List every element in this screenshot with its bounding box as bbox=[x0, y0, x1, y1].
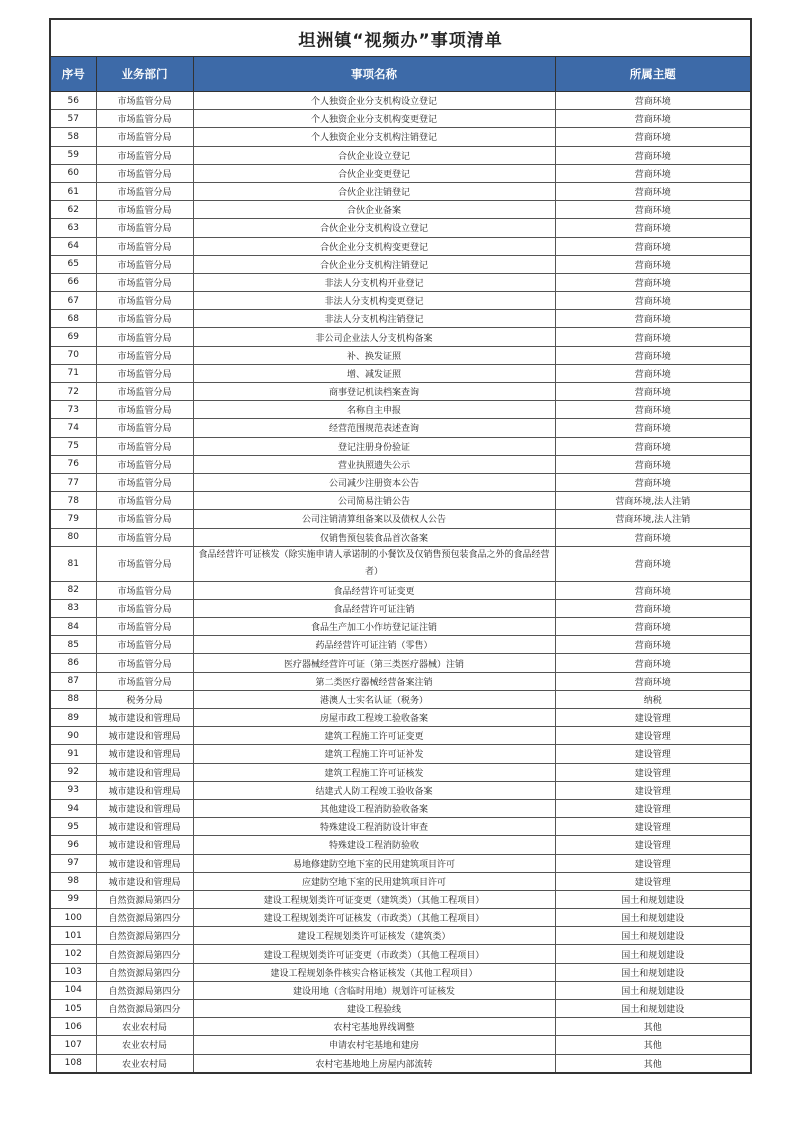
header-theme: 所属主题 bbox=[555, 57, 751, 92]
table-row bbox=[50, 92, 751, 110]
cell-department: 市场监管分局 bbox=[96, 473, 193, 491]
cell-index: 103 bbox=[50, 963, 96, 981]
cell-theme: 营商环境 bbox=[555, 128, 751, 146]
cell-theme: 营商环境 bbox=[555, 273, 751, 291]
cell-item-name: 非法人分支机构开业登记 bbox=[193, 273, 555, 291]
cell-index: 80 bbox=[50, 528, 96, 546]
cell-item-name: 申请农村宅基地和建房 bbox=[193, 1036, 555, 1054]
cell-theme: 营商环境,法人注销 bbox=[555, 492, 751, 510]
cell-index: 89 bbox=[50, 709, 96, 727]
cell-item-name: 应建防空地下室的民用建筑项目许可 bbox=[193, 872, 555, 890]
cell-index: 58 bbox=[50, 128, 96, 146]
cell-department: 市场监管分局 bbox=[96, 273, 193, 291]
table-row bbox=[50, 1054, 751, 1073]
cell-item-name: 食品经营许可证核发（除实施申请人承诺制的小餐饮及仅销售预包装食品之外的食品经营者） bbox=[193, 546, 555, 581]
cell-theme: 营商环境 bbox=[555, 92, 751, 110]
cell-item-name: 房屋市政工程竣工验收备案 bbox=[193, 709, 555, 727]
table-row bbox=[50, 599, 751, 617]
cell-theme: 建设管理 bbox=[555, 781, 751, 799]
cell-index: 82 bbox=[50, 581, 96, 599]
table-row bbox=[50, 182, 751, 200]
table-row bbox=[50, 727, 751, 745]
cell-department: 市场监管分局 bbox=[96, 346, 193, 364]
cell-item-name: 其他建设工程消防验收备案 bbox=[193, 799, 555, 817]
cell-item-name: 建筑工程施工许可证变更 bbox=[193, 727, 555, 745]
cell-department: 市场监管分局 bbox=[96, 528, 193, 546]
cell-item-name: 港澳人士实名认证（税务） bbox=[193, 690, 555, 708]
cell-theme: 营商环境 bbox=[555, 636, 751, 654]
cell-index: 104 bbox=[50, 981, 96, 999]
cell-index: 85 bbox=[50, 636, 96, 654]
cell-department: 城市建设和管理局 bbox=[96, 854, 193, 872]
cell-theme: 纳税 bbox=[555, 690, 751, 708]
table-row bbox=[50, 328, 751, 346]
cell-index: 64 bbox=[50, 237, 96, 255]
cell-department: 市场监管分局 bbox=[96, 310, 193, 328]
cell-theme: 建设管理 bbox=[555, 727, 751, 745]
cell-index: 79 bbox=[50, 510, 96, 528]
cell-index: 62 bbox=[50, 201, 96, 219]
table-row bbox=[50, 292, 751, 310]
cell-department: 自然资源局第四分 bbox=[96, 909, 193, 927]
cell-theme: 营商环境 bbox=[555, 292, 751, 310]
cell-item-name: 个人独资企业分支机构变更登记 bbox=[193, 110, 555, 128]
cell-theme: 营商环境,法人注销 bbox=[555, 510, 751, 528]
header-index: 序号 bbox=[50, 57, 96, 92]
cell-theme: 建设管理 bbox=[555, 763, 751, 781]
table-row bbox=[50, 383, 751, 401]
cell-index: 59 bbox=[50, 146, 96, 164]
cell-department: 市场监管分局 bbox=[96, 110, 193, 128]
cell-index: 106 bbox=[50, 1018, 96, 1036]
cell-department: 市场监管分局 bbox=[96, 292, 193, 310]
cell-index: 88 bbox=[50, 690, 96, 708]
cell-theme: 建设管理 bbox=[555, 872, 751, 890]
cell-theme: 建设管理 bbox=[555, 709, 751, 727]
cell-item-name: 结建式人防工程竣工验收备案 bbox=[193, 781, 555, 799]
cell-department: 市场监管分局 bbox=[96, 164, 193, 182]
table-row bbox=[50, 346, 751, 364]
cell-index: 57 bbox=[50, 110, 96, 128]
cell-theme: 国土和规划建设 bbox=[555, 909, 751, 927]
table-row bbox=[50, 1018, 751, 1036]
cell-item-name: 合伙企业分支机构变更登记 bbox=[193, 237, 555, 255]
cell-item-name: 建筑工程施工许可证核发 bbox=[193, 763, 555, 781]
cell-theme: 国土和规划建设 bbox=[555, 1000, 751, 1018]
table-row bbox=[50, 273, 751, 291]
cell-theme: 营商环境 bbox=[555, 546, 751, 581]
cell-theme: 国土和规划建设 bbox=[555, 981, 751, 999]
table-row bbox=[50, 546, 751, 581]
table-row bbox=[50, 473, 751, 491]
cell-item-name: 个人独资企业分支机构注销登记 bbox=[193, 128, 555, 146]
cell-index: 107 bbox=[50, 1036, 96, 1054]
cell-item-name: 建设工程规划类许可证变更（市政类）（其他工程项目） bbox=[193, 945, 555, 963]
cell-department: 城市建设和管理局 bbox=[96, 781, 193, 799]
cell-item-name: 农村宅基地地上房屋内部流转 bbox=[193, 1054, 555, 1073]
cell-item-name: 医疗器械经营许可证（第三类医疗器械）注销 bbox=[193, 654, 555, 672]
cell-item-name: 非公司企业法人分支机构备案 bbox=[193, 328, 555, 346]
cell-theme: 其他 bbox=[555, 1036, 751, 1054]
cell-department: 市场监管分局 bbox=[96, 437, 193, 455]
cell-index: 94 bbox=[50, 799, 96, 817]
cell-item-name: 合伙企业变更登记 bbox=[193, 164, 555, 182]
cell-index: 100 bbox=[50, 909, 96, 927]
cell-item-name: 建设工程规划类许可证核发（建筑类） bbox=[193, 927, 555, 945]
cell-item-name: 建设用地（含临时用地）规划许可证核发 bbox=[193, 981, 555, 999]
cell-index: 105 bbox=[50, 1000, 96, 1018]
table-row bbox=[50, 237, 751, 255]
cell-theme: 营商环境 bbox=[555, 346, 751, 364]
cell-item-name: 名称自主申报 bbox=[193, 401, 555, 419]
table-row bbox=[50, 890, 751, 908]
cell-item-name: 食品经营许可证变更 bbox=[193, 581, 555, 599]
cell-department: 市场监管分局 bbox=[96, 654, 193, 672]
cell-department: 市场监管分局 bbox=[96, 401, 193, 419]
cell-theme: 营商环境 bbox=[555, 328, 751, 346]
table-row bbox=[50, 690, 751, 708]
table-row bbox=[50, 799, 751, 817]
cell-item-name: 个人独资企业分支机构设立登记 bbox=[193, 92, 555, 110]
cell-department: 市场监管分局 bbox=[96, 455, 193, 473]
table-row bbox=[50, 945, 751, 963]
cell-theme: 营商环境 bbox=[555, 383, 751, 401]
cell-theme: 营商环境 bbox=[555, 618, 751, 636]
table-row bbox=[50, 146, 751, 164]
table-row bbox=[50, 854, 751, 872]
cell-department: 市场监管分局 bbox=[96, 255, 193, 273]
cell-item-name: 商事登记机读档案查询 bbox=[193, 383, 555, 401]
cell-department: 市场监管分局 bbox=[96, 146, 193, 164]
table-row bbox=[50, 1036, 751, 1054]
cell-index: 56 bbox=[50, 92, 96, 110]
table-body bbox=[50, 92, 751, 1073]
cell-index: 97 bbox=[50, 854, 96, 872]
cell-item-name: 建设工程规划条件核实合格证核发（其他工程项目） bbox=[193, 963, 555, 981]
cell-index: 68 bbox=[50, 310, 96, 328]
cell-index: 63 bbox=[50, 219, 96, 237]
cell-department: 市场监管分局 bbox=[96, 92, 193, 110]
cell-department: 城市建设和管理局 bbox=[96, 709, 193, 727]
cell-department: 城市建设和管理局 bbox=[96, 763, 193, 781]
cell-item-name: 合伙企业分支机构设立登记 bbox=[193, 219, 555, 237]
cell-item-name: 药品经营许可证注销（零售） bbox=[193, 636, 555, 654]
table-row bbox=[50, 1000, 751, 1018]
header-row bbox=[50, 57, 751, 92]
cell-index: 102 bbox=[50, 945, 96, 963]
cell-item-name: 营业执照遗失公示 bbox=[193, 455, 555, 473]
cell-index: 73 bbox=[50, 401, 96, 419]
cell-index: 108 bbox=[50, 1054, 96, 1073]
table-row bbox=[50, 836, 751, 854]
cell-theme: 营商环境 bbox=[555, 255, 751, 273]
cell-theme: 建设管理 bbox=[555, 818, 751, 836]
cell-theme: 国土和规划建设 bbox=[555, 945, 751, 963]
cell-item-name: 食品经营许可证注销 bbox=[193, 599, 555, 617]
table-row bbox=[50, 654, 751, 672]
cell-index: 95 bbox=[50, 818, 96, 836]
table-row bbox=[50, 219, 751, 237]
cell-item-name: 经营范围规范表述查询 bbox=[193, 419, 555, 437]
table-row bbox=[50, 636, 751, 654]
table-row bbox=[50, 581, 751, 599]
cell-item-name: 登记注册身份验证 bbox=[193, 437, 555, 455]
cell-theme: 营商环境 bbox=[555, 528, 751, 546]
cell-department: 农业农村局 bbox=[96, 1036, 193, 1054]
cell-department: 市场监管分局 bbox=[96, 128, 193, 146]
cell-index: 61 bbox=[50, 182, 96, 200]
cell-item-name: 非法人分支机构变更登记 bbox=[193, 292, 555, 310]
cell-item-name: 合伙企业注销登记 bbox=[193, 182, 555, 200]
table-row bbox=[50, 672, 751, 690]
cell-index: 70 bbox=[50, 346, 96, 364]
cell-department: 自然资源局第四分 bbox=[96, 927, 193, 945]
cell-department: 农业农村局 bbox=[96, 1018, 193, 1036]
cell-department: 市场监管分局 bbox=[96, 364, 193, 382]
cell-theme: 国土和规划建设 bbox=[555, 963, 751, 981]
table-row bbox=[50, 310, 751, 328]
table-row bbox=[50, 981, 751, 999]
cell-department: 市场监管分局 bbox=[96, 492, 193, 510]
cell-theme: 营商环境 bbox=[555, 219, 751, 237]
cell-theme: 建设管理 bbox=[555, 799, 751, 817]
cell-theme: 营商环境 bbox=[555, 437, 751, 455]
items-table bbox=[49, 18, 752, 1074]
cell-theme: 其他 bbox=[555, 1054, 751, 1073]
table-row bbox=[50, 781, 751, 799]
cell-item-name: 非法人分支机构注销登记 bbox=[193, 310, 555, 328]
cell-item-name: 合伙企业分支机构注销登记 bbox=[193, 255, 555, 273]
cell-theme: 营商环境 bbox=[555, 654, 751, 672]
table-row bbox=[50, 763, 751, 781]
cell-theme: 国土和规划建设 bbox=[555, 890, 751, 908]
page-title: 坦洲镇“视频办”事项清单 bbox=[50, 19, 751, 57]
table-row bbox=[50, 437, 751, 455]
cell-theme: 营商环境 bbox=[555, 201, 751, 219]
cell-index: 78 bbox=[50, 492, 96, 510]
cell-department: 城市建设和管理局 bbox=[96, 836, 193, 854]
header-item-name: 事项名称 bbox=[193, 57, 555, 92]
cell-index: 93 bbox=[50, 781, 96, 799]
cell-index: 77 bbox=[50, 473, 96, 491]
table-row bbox=[50, 110, 751, 128]
table-row bbox=[50, 364, 751, 382]
cell-department: 农业农村局 bbox=[96, 1054, 193, 1073]
cell-index: 96 bbox=[50, 836, 96, 854]
table-row bbox=[50, 128, 751, 146]
cell-index: 91 bbox=[50, 745, 96, 763]
table-row bbox=[50, 255, 751, 273]
cell-department: 城市建设和管理局 bbox=[96, 799, 193, 817]
cell-item-name: 第二类医疗器械经营备案注销 bbox=[193, 672, 555, 690]
cell-department: 市场监管分局 bbox=[96, 201, 193, 219]
cell-index: 69 bbox=[50, 328, 96, 346]
cell-department: 税务分局 bbox=[96, 690, 193, 708]
cell-department: 市场监管分局 bbox=[96, 219, 193, 237]
cell-department: 城市建设和管理局 bbox=[96, 727, 193, 745]
cell-department: 自然资源局第四分 bbox=[96, 890, 193, 908]
cell-index: 101 bbox=[50, 927, 96, 945]
cell-department: 市场监管分局 bbox=[96, 581, 193, 599]
cell-theme: 营商环境 bbox=[555, 599, 751, 617]
cell-item-name: 补、换发证照 bbox=[193, 346, 555, 364]
cell-item-name: 合伙企业备案 bbox=[193, 201, 555, 219]
cell-theme: 建设管理 bbox=[555, 745, 751, 763]
cell-theme: 营商环境 bbox=[555, 182, 751, 200]
cell-theme: 营商环境 bbox=[555, 455, 751, 473]
cell-department: 自然资源局第四分 bbox=[96, 963, 193, 981]
table-row bbox=[50, 455, 751, 473]
table-row bbox=[50, 618, 751, 636]
table-row bbox=[50, 963, 751, 981]
cell-index: 86 bbox=[50, 654, 96, 672]
cell-item-name: 建设工程规划类许可证变更（建筑类）（其他工程项目） bbox=[193, 890, 555, 908]
table-row bbox=[50, 528, 751, 546]
cell-department: 自然资源局第四分 bbox=[96, 981, 193, 999]
table-row bbox=[50, 709, 751, 727]
cell-theme: 营商环境 bbox=[555, 419, 751, 437]
cell-index: 81 bbox=[50, 546, 96, 581]
cell-theme: 建设管理 bbox=[555, 836, 751, 854]
cell-item-name: 公司减少注册资本公告 bbox=[193, 473, 555, 491]
cell-department: 市场监管分局 bbox=[96, 546, 193, 581]
cell-index: 65 bbox=[50, 255, 96, 273]
cell-index: 90 bbox=[50, 727, 96, 745]
cell-item-name: 食品生产加工小作坊登记证注销 bbox=[193, 618, 555, 636]
table-row bbox=[50, 909, 751, 927]
cell-department: 市场监管分局 bbox=[96, 672, 193, 690]
cell-department: 市场监管分局 bbox=[96, 419, 193, 437]
cell-item-name: 易地修建防空地下室的民用建筑项目许可 bbox=[193, 854, 555, 872]
cell-item-name: 增、减发证照 bbox=[193, 364, 555, 382]
checklist-sheet bbox=[49, 18, 750, 1074]
cell-department: 城市建设和管理局 bbox=[96, 872, 193, 890]
cell-index: 98 bbox=[50, 872, 96, 890]
cell-department: 市场监管分局 bbox=[96, 237, 193, 255]
cell-theme: 营商环境 bbox=[555, 237, 751, 255]
table-row bbox=[50, 401, 751, 419]
cell-department: 市场监管分局 bbox=[96, 383, 193, 401]
cell-item-name: 建筑工程施工许可证补发 bbox=[193, 745, 555, 763]
cell-item-name: 农村宅基地界线调整 bbox=[193, 1018, 555, 1036]
table-row bbox=[50, 492, 751, 510]
header-department: 业务部门 bbox=[96, 57, 193, 92]
cell-item-name: 建设工程规划类许可证核发（市政类）（其他工程项目） bbox=[193, 909, 555, 927]
cell-department: 市场监管分局 bbox=[96, 328, 193, 346]
cell-department: 市场监管分局 bbox=[96, 636, 193, 654]
cell-theme: 营商环境 bbox=[555, 581, 751, 599]
cell-index: 72 bbox=[50, 383, 96, 401]
cell-index: 60 bbox=[50, 164, 96, 182]
cell-index: 92 bbox=[50, 763, 96, 781]
cell-index: 99 bbox=[50, 890, 96, 908]
cell-theme: 其他 bbox=[555, 1018, 751, 1036]
cell-item-name: 特殊建设工程消防设计审查 bbox=[193, 818, 555, 836]
cell-department: 市场监管分局 bbox=[96, 510, 193, 528]
cell-theme: 营商环境 bbox=[555, 672, 751, 690]
cell-theme: 营商环境 bbox=[555, 164, 751, 182]
cell-department: 自然资源局第四分 bbox=[96, 945, 193, 963]
cell-item-name: 公司简易注销公告 bbox=[193, 492, 555, 510]
cell-index: 87 bbox=[50, 672, 96, 690]
cell-department: 市场监管分局 bbox=[96, 599, 193, 617]
table-row bbox=[50, 164, 751, 182]
cell-index: 83 bbox=[50, 599, 96, 617]
cell-theme: 国土和规划建设 bbox=[555, 927, 751, 945]
cell-item-name: 公司注销清算组备案以及债权人公告 bbox=[193, 510, 555, 528]
table-row bbox=[50, 201, 751, 219]
cell-department: 市场监管分局 bbox=[96, 182, 193, 200]
cell-department: 城市建设和管理局 bbox=[96, 745, 193, 763]
cell-index: 66 bbox=[50, 273, 96, 291]
cell-department: 自然资源局第四分 bbox=[96, 1000, 193, 1018]
cell-index: 75 bbox=[50, 437, 96, 455]
cell-theme: 建设管理 bbox=[555, 854, 751, 872]
table-row bbox=[50, 745, 751, 763]
cell-theme: 营商环境 bbox=[555, 473, 751, 491]
cell-department: 市场监管分局 bbox=[96, 618, 193, 636]
table-row bbox=[50, 510, 751, 528]
cell-item-name: 特殊建设工程消防验收 bbox=[193, 836, 555, 854]
cell-department: 城市建设和管理局 bbox=[96, 818, 193, 836]
cell-item-name: 合伙企业设立登记 bbox=[193, 146, 555, 164]
cell-theme: 营商环境 bbox=[555, 401, 751, 419]
cell-theme: 营商环境 bbox=[555, 110, 751, 128]
cell-item-name: 仅销售预包装食品首次备案 bbox=[193, 528, 555, 546]
cell-item-name: 建设工程验线 bbox=[193, 1000, 555, 1018]
cell-index: 71 bbox=[50, 364, 96, 382]
table-row bbox=[50, 927, 751, 945]
table-row bbox=[50, 818, 751, 836]
cell-index: 84 bbox=[50, 618, 96, 636]
cell-index: 76 bbox=[50, 455, 96, 473]
table-row bbox=[50, 872, 751, 890]
table-row bbox=[50, 419, 751, 437]
cell-theme: 营商环境 bbox=[555, 310, 751, 328]
cell-index: 74 bbox=[50, 419, 96, 437]
cell-theme: 营商环境 bbox=[555, 146, 751, 164]
cell-index: 67 bbox=[50, 292, 96, 310]
cell-theme: 营商环境 bbox=[555, 364, 751, 382]
